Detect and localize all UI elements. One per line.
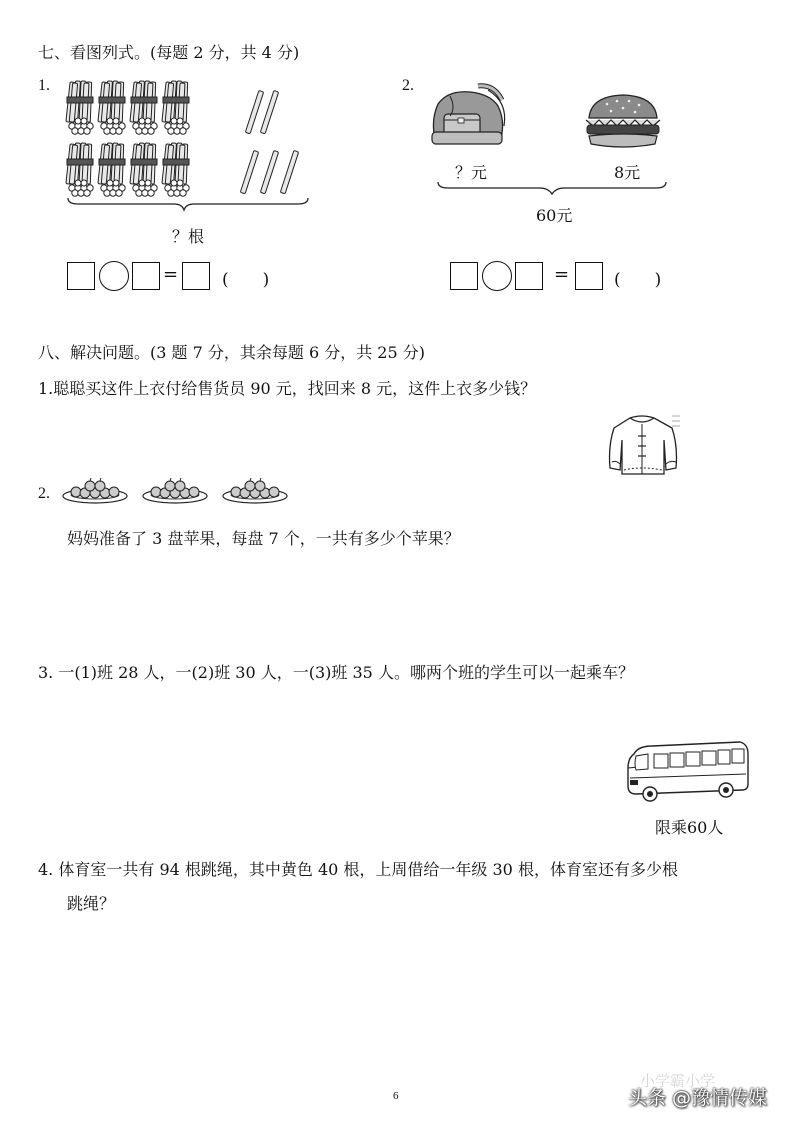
section-7-title: 七、看图列式。(每题 2 分，共 4 分) xyxy=(38,43,300,62)
q1-caption: ？根 xyxy=(172,227,205,246)
burger-price-label: 8元 xyxy=(614,163,641,182)
q1-number: 1. xyxy=(38,77,50,94)
backpack-icon xyxy=(428,82,510,152)
q2-answer-box-2[interactable] xyxy=(515,262,543,290)
problem-2-number: 2. xyxy=(38,485,50,502)
apple-plate-icon xyxy=(62,474,294,506)
bus-caption: 限乘60人 xyxy=(655,818,724,837)
jacket-icon xyxy=(606,412,682,478)
q2-unit-paren[interactable]: ( ) xyxy=(614,270,662,290)
q1-answer-box-3[interactable] xyxy=(182,262,210,290)
section-8-title: 八、解决问题。(3 题 7 分，其余每题 6 分，共 25 分) xyxy=(38,343,425,362)
problem-1-text: 1.聪聪买这件上衣付给售货员 90 元，找回来 8 元，这件上衣多少钱？ xyxy=(38,379,537,398)
faded-watermark: 小学霸小学 xyxy=(640,1072,716,1090)
q1-answer-box-1[interactable] xyxy=(67,262,95,290)
total-price-label: 60元 xyxy=(536,206,573,225)
q2-equals: = xyxy=(554,264,570,285)
q1-equals: = xyxy=(163,264,179,285)
stick-bundles-illustration xyxy=(62,80,312,205)
q2-number: 2. xyxy=(402,77,414,94)
watermark: 头条 @豫情传媒 xyxy=(628,1087,768,1109)
q1-operator-circle[interactable] xyxy=(99,261,129,291)
q2-answer-box-1[interactable] xyxy=(450,262,478,290)
stick-icon xyxy=(240,90,298,193)
bus-icon xyxy=(622,740,750,806)
q1-answer-box-2[interactable] xyxy=(132,262,160,290)
q2-answer-box-3[interactable] xyxy=(575,262,603,290)
page-number: 6 xyxy=(393,1090,399,1102)
stick-bundle-icon xyxy=(66,81,189,196)
q2-brace xyxy=(436,180,668,196)
problem-4-text-line-2: 跳绳？ xyxy=(67,894,116,913)
burger-icon xyxy=(583,92,663,150)
problem-3-text: 3. 一(1)班 28 人，一(2)班 30 人，一(3)班 35 人。哪两个班的学生可以一起乘车？ xyxy=(38,663,634,682)
q1-unit-paren[interactable]: ( ) xyxy=(222,270,270,290)
q2-operator-circle[interactable] xyxy=(482,261,512,291)
problem-2-text: 妈妈准备了 3 盘苹果，每盘 7 个，一共有多少个苹果？ xyxy=(67,529,460,548)
bag-price-label: ？元 xyxy=(455,163,488,182)
problem-4-text-line-1: 4. 体育室一共有 94 根跳绳，其中黄色 40 根，上周借给一年级 30 根，体育室还有多少根 xyxy=(38,860,678,879)
